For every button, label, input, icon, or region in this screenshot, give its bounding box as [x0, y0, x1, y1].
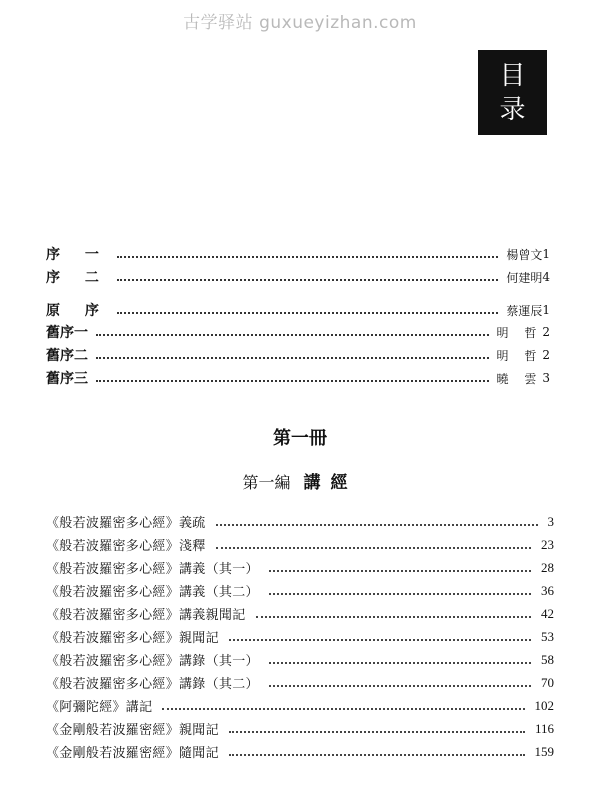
- leader-dots: [96, 380, 489, 382]
- leader-dots: [229, 639, 531, 641]
- leader-dots: [96, 357, 489, 359]
- toc-entry-title: 《般若波羅密多心經》義疏: [46, 516, 206, 531]
- toc-entry[interactable]: [46, 580, 554, 601]
- toc-entry-title: 《般若波羅密多心經》親聞記: [46, 631, 219, 646]
- preface-row[interactable]: [46, 322, 550, 342]
- leader-dots: [256, 616, 531, 618]
- toc-entry-page: 36: [541, 582, 554, 598]
- leader-dots: [96, 334, 489, 336]
- leader-dots: [117, 312, 498, 314]
- toc-entry-title: 《般若波羅密多心經》講錄（其二）: [46, 677, 259, 692]
- contents-heading: [478, 50, 547, 135]
- leader-dots: [162, 708, 524, 710]
- watermark: 古学驿站 guxueyizhan.com: [183, 13, 417, 33]
- toc-entry[interactable]: [46, 557, 554, 578]
- toc-entry-title: 《般若波羅密多心經》講錄（其一）: [46, 654, 259, 669]
- toc-entry-page: 102: [534, 697, 554, 713]
- toc-entry[interactable]: [46, 626, 554, 647]
- preface-author: 何建明: [506, 270, 543, 285]
- toc-entry[interactable]: [46, 718, 554, 739]
- toc-entry-page: 3: [547, 513, 554, 529]
- toc-entry-title: 《般若波羅密多心經》講義（其一）: [46, 562, 259, 577]
- leader-dots: [229, 731, 525, 733]
- leader-dots: [216, 547, 531, 549]
- preface-row[interactable]: [46, 368, 550, 388]
- preface-page: 2: [542, 348, 550, 362]
- toc-entry-title: 《般若波羅密多心經》講義親聞記: [46, 608, 246, 623]
- leader-dots: [269, 662, 531, 664]
- section-prefix: 第一編: [242, 473, 291, 492]
- leader-dots: [269, 570, 531, 572]
- leader-dots: [269, 593, 531, 595]
- preface-row[interactable]: [46, 345, 550, 365]
- toc-entry-title: 《般若波羅密多心經》淺釋: [46, 539, 206, 554]
- toc-entry-page: 58: [541, 651, 554, 667]
- section-title: [0, 468, 600, 493]
- preface-page: 2: [542, 325, 550, 339]
- leader-dots: [117, 279, 498, 281]
- preface-label: 舊序二: [46, 348, 88, 364]
- preface-author: 曉 雲: [496, 371, 543, 386]
- preface-label: 原 序: [46, 303, 109, 319]
- leader-dots: [117, 256, 498, 258]
- toc-entry-page: 116: [534, 720, 554, 736]
- preface-page: 1: [542, 303, 550, 317]
- toc-entry-page: 28: [541, 559, 554, 575]
- leader-dots: [229, 754, 525, 756]
- toc-entry[interactable]: [46, 534, 554, 555]
- toc-entry[interactable]: [46, 695, 554, 716]
- toc-entry-title: 《金剛般若波羅密經》親聞記: [46, 723, 219, 738]
- volume-title: 第一冊: [273, 428, 327, 449]
- preface-author: 蔡運辰: [506, 303, 543, 318]
- toc-entry-page: 23: [541, 536, 554, 552]
- toc-entry-page: 70: [541, 674, 554, 690]
- preface-page: 1: [542, 247, 550, 261]
- preface-label: 舊序一: [46, 325, 88, 341]
- toc-entry[interactable]: [46, 672, 554, 693]
- heading-char-1: 目: [499, 60, 526, 91]
- toc-entry-title: 《阿彌陀經》講記: [46, 700, 153, 715]
- toc-entry-page: 53: [541, 628, 554, 644]
- toc-entry-page: 42: [541, 605, 554, 621]
- preface-author: 明 哲: [496, 325, 543, 340]
- toc-entry[interactable]: [46, 649, 554, 670]
- toc-entry-title: 《般若波羅密多心經》講義（其二）: [46, 585, 259, 600]
- heading-char-2: 录: [499, 94, 526, 125]
- preface-page: 4: [542, 270, 550, 284]
- toc-entry-page: 159: [534, 743, 554, 759]
- preface-author: 明 哲: [496, 348, 543, 363]
- toc-entry-title: 《金剛般若波羅密經》隨聞記: [46, 746, 219, 761]
- toc-entry[interactable]: [46, 603, 554, 624]
- toc-entry[interactable]: [46, 511, 554, 532]
- leader-dots: [269, 685, 531, 687]
- preface-label: 序 二: [46, 270, 109, 286]
- preface-row[interactable]: [46, 267, 550, 287]
- preface-row[interactable]: [46, 300, 550, 320]
- preface-row[interactable]: [46, 244, 550, 264]
- preface-author: 楊曾文: [506, 247, 543, 262]
- preface-page: 3: [542, 371, 550, 385]
- section-main: 講經: [303, 473, 358, 493]
- preface-label: 序 一: [46, 247, 109, 263]
- leader-dots: [216, 524, 538, 526]
- preface-label: 舊序三: [46, 371, 88, 387]
- toc-entry[interactable]: [46, 741, 554, 762]
